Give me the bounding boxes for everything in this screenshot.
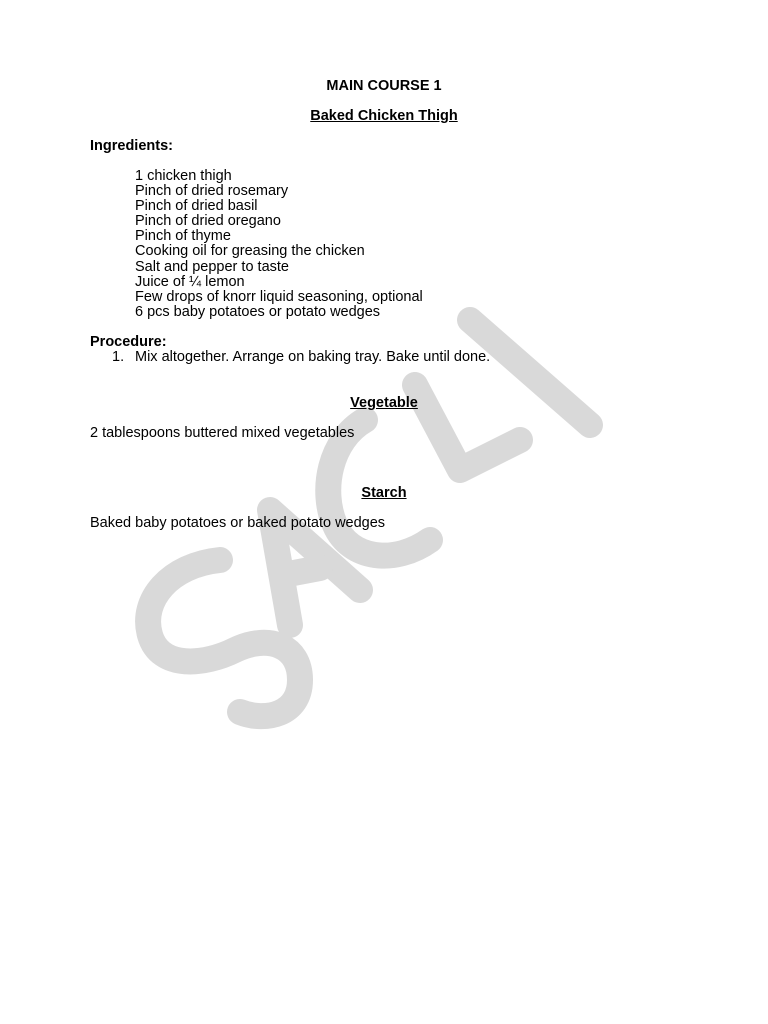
ingredient-item: Pinch of dried oregano [135,213,281,229]
vegetable-text: 2 tablespoons buttered mixed vegetables [90,425,355,441]
ingredient-item: 6 pcs baby potatoes or potato wedges [135,304,381,320]
ingredient-item: Salt and pepper to taste [135,259,289,275]
vegetable-heading: Vegetable [350,395,418,411]
ingredient-item: Juice of ¼ lemon [135,274,245,290]
ingredients-heading: Ingredients: [90,138,173,154]
procedure-step-number: 1. [112,349,125,365]
starch-text: Baked baby potatoes or baked potato wedges [90,515,386,531]
procedure-step-text: Mix altogether. Arrange on baking tray. Bake until done. [135,349,491,365]
ingredient-item: Pinch of dried basil [135,198,258,214]
ingredient-item: 1 chicken thigh [135,168,232,184]
ingredient-item: Pinch of dried rosemary [135,183,289,199]
document-title: MAIN COURSE 1 [326,78,442,94]
ingredient-item: Pinch of thyme [135,228,231,244]
ingredient-item: Cooking oil for greasing the chicken [135,243,365,259]
dish-name-heading: Baked Chicken Thigh [310,108,458,124]
procedure-heading: Procedure: [90,334,167,350]
ingredient-item: Few drops of knorr liquid seasoning, optional [135,289,423,305]
starch-heading: Starch [361,485,407,501]
